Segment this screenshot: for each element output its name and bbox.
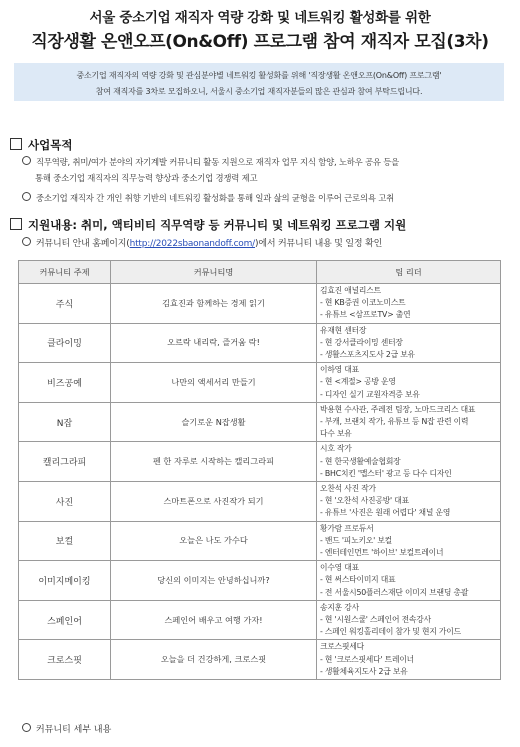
section-support-title: 지원내용: 취미, 액티비티 직무역량 등 커뮤니티 및 네트워킹 프로그램 지원 [28, 218, 407, 232]
circle-bullet-icon [22, 723, 31, 732]
leader-line: - 밴드 '피노키오' 보컬 [320, 535, 392, 545]
community-table [18, 260, 501, 680]
table-header-row [19, 261, 501, 284]
leader-line: - 현 '시원스쿨' 스페인어 전속강사 [320, 615, 431, 625]
leader-line: 유재현 센터장 [320, 325, 367, 335]
community-topic: 이미지메이킹 [19, 561, 111, 601]
circle-bullet-icon [22, 237, 31, 246]
community-name: 나만의 액세서리 만들기 [111, 363, 317, 403]
community-name: 스페인어 배우고 여행 가자! [111, 600, 317, 640]
header-name: 커뮤니티명 [111, 261, 317, 284]
leader-line: - 생활스포츠지도사 2급 보유 [320, 350, 415, 360]
leader-line: 이하영 대표 [320, 365, 359, 375]
leader-line: - 생활체육지도사 2급 보유 [320, 666, 408, 676]
intro-line-2: 참여 재직자를 3차로 모집하오니, 서울시 중소기업 재직자분들의 많은 관심과 참여 부탁드립니다. [95, 87, 423, 96]
community-topic: 클라이밍 [19, 323, 111, 363]
community-topic: N잡 [19, 402, 111, 442]
leader-line: - 전 서울시50플러스재단 이미지 브랜딩 총괄 [320, 587, 469, 597]
table-row [19, 442, 501, 482]
community-topic: 비즈공예 [19, 363, 111, 403]
support-bullet [22, 236, 512, 252]
team-leader [317, 402, 501, 442]
header-topic: 커뮤니티 주제 [19, 261, 111, 284]
footer-bullet [22, 722, 111, 735]
community-topic: 사진 [19, 482, 111, 522]
leader-line: - 현 KB증권 이코노미스트 [320, 298, 406, 308]
community-topic: 크로스핏 [19, 640, 111, 680]
leader-line: - 디자인 실기 교원자격증 보유 [320, 389, 420, 399]
purpose-item-1-line-1: 직무역량, 취미/여가 분야의 자기계발 커뮤니티 활동 지원으로 재직자 업무 지식 함양, 노하우 공유 등을 [36, 157, 400, 167]
purpose-item-2-line-1: 중소기업 재직자 간 개인 취향 기반의 네트워킹 활성화를 통해 일과 삶의 균형을 이루어 근로의욕 고취 [36, 193, 394, 203]
team-leader [317, 323, 501, 363]
leader-line: - 현 써스타이미지 대표 [320, 575, 396, 585]
team-leader [317, 600, 501, 640]
table-row [19, 323, 501, 363]
leader-line: - 스페인 워킹홀리데이 참가 및 현지 가이드 [320, 627, 461, 637]
community-name: 펜 한 자루로 시작하는 캘리그라피 [111, 442, 317, 482]
leader-line: 다수 보유 [320, 429, 352, 439]
leader-line: - 현 한국생활예술협회장 [320, 456, 401, 466]
community-topic: 주식 [19, 284, 111, 324]
table-row [19, 521, 501, 561]
circle-bullet-icon [22, 192, 31, 201]
leader-line: - 유튜브 '사진은 원래 어렵다' 채널 운영 [320, 508, 451, 518]
community-topic: 스페인어 [19, 600, 111, 640]
team-leader [317, 363, 501, 403]
leader-line: - 현 '크로스핏세다' 트레이너 [320, 654, 414, 664]
community-topic: 보컬 [19, 521, 111, 561]
support-bullet-pre: 커뮤니티 안내 홈페이지( [36, 239, 130, 249]
team-leader [317, 561, 501, 601]
leader-line: - 현 <계절> 공방 운영 [320, 377, 396, 387]
intro-box [14, 63, 504, 101]
team-leader [317, 284, 501, 324]
table-row [19, 640, 501, 680]
table-row [19, 363, 501, 403]
team-leader [317, 640, 501, 680]
community-name: 오늘은 나도 가수다 [111, 521, 317, 561]
support-bullet-post: )에서 커뮤니티 내용 및 일정 확인 [255, 239, 383, 249]
leader-line: - 현 강서클라이밍 센터장 [320, 337, 403, 347]
circle-bullet-icon [22, 156, 31, 165]
section-purpose-heading [10, 137, 72, 153]
table-row [19, 600, 501, 640]
leader-line: - BHC치킨 '맵스터' 광고 등 다수 디자인 [320, 468, 452, 478]
checkbox-square-icon [10, 218, 22, 230]
checkbox-square-icon [10, 138, 22, 150]
footer-text: 커뮤니티 세부 내용 [36, 725, 112, 735]
header-leader: 팀 리더 [317, 261, 501, 284]
team-leader [317, 442, 501, 482]
table-row [19, 482, 501, 522]
section-support-heading [10, 217, 406, 233]
community-name: 오늘을 더 건강하게, 크로스핏 [111, 640, 317, 680]
leader-line: - 엔터테인먼트 '하이브' 보컬트레이너 [320, 548, 444, 558]
leader-line: 송지훈 강사 [320, 602, 359, 612]
community-name: 당신의 이미지는 안녕하십니까? [111, 561, 317, 601]
community-topic: 캘리그라피 [19, 442, 111, 482]
intro-line-1: 중소기업 재직자의 역량 강화 및 관심분야별 네트워킹 활성화를 위해 '직장생활 온앤오프(On&Off) 프로그램' [76, 71, 442, 80]
leader-line: 황가람 프로듀서 [320, 523, 374, 533]
title-line-1: 서울 중소기업 재직자 역량 강화 및 네트워킹 활성화를 위한 [89, 10, 431, 26]
leader-line: - 부캐, 브랜치 작가, 유튜브 등 N잡 관련 이력 [320, 417, 469, 427]
leader-line: - 현 '오찬석 사진공방' 대표 [320, 496, 409, 506]
section-purpose-title: 사업목적 [28, 138, 73, 152]
leader-line: 김효진 애널리스트 [320, 286, 381, 295]
table-row [19, 284, 501, 324]
leader-line: 오찬석 사진 작가 [320, 484, 376, 494]
community-name: 슬기로운 N잡생활 [111, 402, 317, 442]
leader-line: 이수영 대표 [320, 563, 359, 573]
team-leader [317, 482, 501, 522]
title-line-2: 직장생활 온앤오프(On&Off) 프로그램 참여 재직자 모집(3차) [31, 32, 489, 52]
leader-line: 시호 작가 [320, 444, 352, 454]
homepage-link[interactable]: http://2022sbaonandoff.com/ [129, 239, 256, 249]
leader-line: - 유튜브 <삼프로TV> 출연 [320, 310, 411, 320]
community-name: 스마트폰으로 사진작가 되기 [111, 482, 317, 522]
purpose-item-1-line-2: 통해 중소기업 재직자의 직무능력 향상과 중소기업 경쟁력 제고 [35, 173, 258, 183]
purpose-item-2 [22, 190, 512, 206]
table-row [19, 561, 501, 601]
community-name: 김효진과 함께하는 경제 읽기 [111, 284, 317, 324]
team-leader [317, 521, 501, 561]
leader-line: 크로스핏세다 [320, 642, 364, 652]
leader-line: 박용현 수사관, 주레전 팀장, 노마드크리스 대표 [320, 404, 476, 414]
community-name: 오르락 내리락, 즐거움 락! [111, 323, 317, 363]
purpose-item-1 [22, 154, 512, 186]
table-body [19, 284, 501, 680]
table-row [19, 402, 501, 442]
